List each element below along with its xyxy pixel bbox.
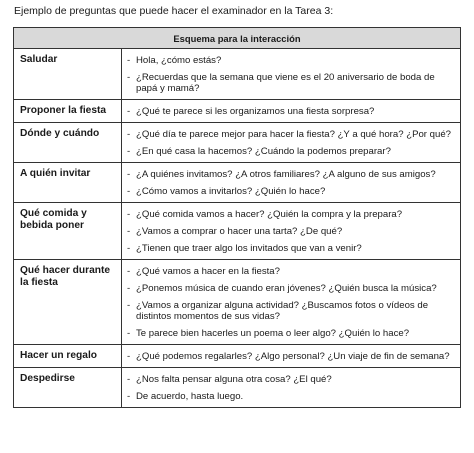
questions-cell [122,203,461,260]
question-item: - ¿Vamos a organizar alguna actividad? ¿Buscamos fotos o vídeos de distintos momentos de sus vidas? [126,300,456,322]
question-item: - ¿A quiénes invitamos? ¿A otros familiares? ¿A alguno de sus amigos? [126,169,456,180]
stage-label: A quién invitar [14,163,122,203]
table-row [14,163,461,203]
questions-cell [122,100,461,123]
stage-label: Despedirse [14,368,122,408]
table-row [14,123,461,163]
question-item: - ¿Ponemos música de cuando eran jóvenes? ¿Quién busca la música? [126,283,456,294]
table-row [14,203,461,260]
questions-cell [122,163,461,203]
question-item: - ¿Nos falta pensar alguna otra cosa? ¿El qué? [126,374,456,385]
table-row [14,100,461,123]
question-item: - ¿Vamos a comprar o hacer una tarta? ¿De qué? [126,226,456,237]
questions-cell [122,260,461,345]
table-row [14,49,461,100]
table-row [14,345,461,368]
table-row [14,368,461,408]
stage-label: Dónde y cuándo [14,123,122,163]
questions-cell [122,345,461,368]
question-item: - ¿Tienen que traer algo los invitados que van a venir? [126,243,456,254]
questions-cell [122,368,461,408]
question-item: - ¿Qué te parece si les organizamos una fiesta sorpresa? [126,106,456,117]
stage-label: Saludar [14,49,122,100]
interaction-schema-table [13,27,461,408]
question-item: - ¿Recuerdas que la semana que viene es el 20 aniversario de boda de papá y mamá? [126,72,456,94]
question-item: - ¿Qué día te parece mejor para hacer la fiesta? ¿Y a qué hora? ¿Por qué? [126,129,456,140]
stage-label: Proponer la fiesta [14,100,122,123]
intro-text: Ejemplo de preguntas que puede hacer el examinador en la Tarea 3: [14,5,334,17]
table-body [14,49,461,408]
questions-cell [122,49,461,100]
question-item: - ¿Cómo vamos a invitarlos? ¿Quién lo hace? [126,186,456,197]
table-header: Esquema para la interacción [14,28,461,49]
question-item: - ¿Qué comida vamos a hacer? ¿Quién la compra y la prepara? [126,209,456,220]
question-item: - Hola, ¿cómo estás? [126,55,456,66]
stage-label: Qué comida y bebida poner [14,203,122,260]
question-item: - Te parece bien hacerles un poema o leer algo? ¿Quién lo hace? [126,328,456,339]
question-item: - ¿Qué vamos a hacer en la fiesta? [126,266,456,277]
stage-label: Qué hacer durante la fiesta [14,260,122,345]
question-item: - De acuerdo, hasta luego. [126,391,456,402]
question-item: - ¿Qué podemos regalarles? ¿Algo personal? ¿Un viaje de fin de semana? [126,351,456,362]
questions-cell [122,123,461,163]
stage-label: Hacer un regalo [14,345,122,368]
question-item: - ¿En qué casa la hacemos? ¿Cuándo la podemos preparar? [126,146,456,157]
table-row [14,260,461,345]
